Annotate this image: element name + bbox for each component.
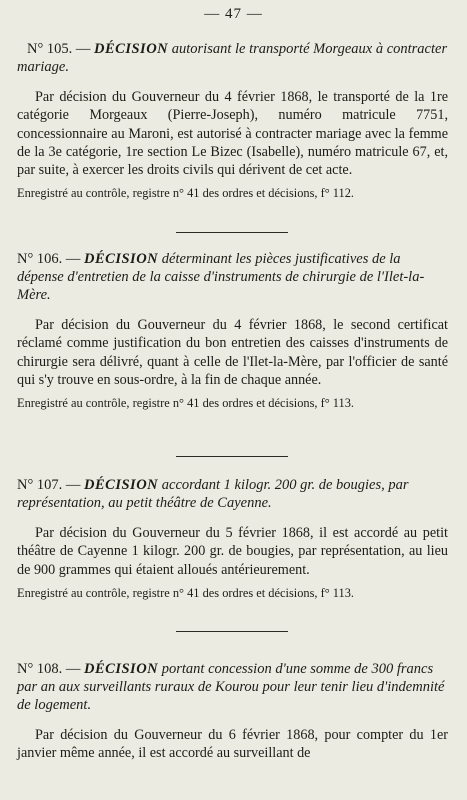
entry-keyword: DÉCISION: [84, 477, 159, 493]
entry-keyword: DÉCISION: [84, 661, 159, 677]
decision-entry-107: [17, 476, 448, 601]
entry-number: N° 107.: [17, 477, 63, 493]
entry-subject: accordant 1 kilogr. 200 gr. de bougies, par représentation, au petit théâtre de Cayenne.: [17, 477, 409, 511]
entry-dash: —: [65, 661, 81, 677]
entry-number: N° 105.: [27, 41, 73, 57]
entry-heading: [17, 660, 448, 714]
entry-register-note: Enregistré au contrôle, registre n° 41 des ordres et décisions, f° 113.: [17, 396, 355, 411]
section-divider: [176, 631, 288, 632]
entry-number: N° 106.: [17, 251, 63, 267]
section-divider: [176, 232, 288, 233]
entry-dash: —: [65, 251, 81, 267]
entry-body: Par décision du Gouverneur du 6 février 1868, pour compter du 1er janvier même année, il est accordé au surveillant de: [17, 727, 448, 762]
decision-entry-106: [17, 250, 448, 411]
entry-body: Par décision du Gouverneur du 5 février 1868, il est accordé au petit théâtre de Cayenne 1 kilogr. 200 gr. de bougies, par représentation, au lieu de 900 grammes qui étaient alloués antérieurement.: [17, 525, 448, 578]
decision-entry-108: [17, 660, 448, 763]
entry-subject: autorisant le transporté Morgeaux à contracter mariage.: [17, 41, 448, 75]
entry-body: Par décision du Gouverneur du 4 février 1868, le second certificat réclamé comme justification du bon entretien des caisses d'instruments de chirurgie sera délivré, quant à celle de l'Ilet-la-Mère, par l'officier de santé qui s'y trouve en sous-ordre, à la fin de chaque année.: [17, 317, 448, 388]
entry-register-note: Enregistré au contrôle, registre n° 41 des ordres et décisions, f° 112.: [17, 186, 355, 201]
entry-heading: [17, 476, 448, 512]
entry-body: Par décision du Gouverneur du 4 février 1868, le transporté de la 1re catégorie Morgeaux (Pierre-Joseph), numéro matricule 7751, concessionnaire au Maroni, est autorisé à contracter mariage avec la femme de la 3e catégorie, 1re section Le Bizec (Isabelle), numéro matricule 67, et, par suite, à exercer les droits civils qui dérivent de cet acte.: [17, 89, 448, 179]
entry-heading: [17, 40, 448, 76]
entry-number: N° 108.: [17, 661, 63, 677]
section-divider: [176, 456, 288, 457]
entry-keyword: DÉCISION: [84, 251, 159, 267]
entry-dash: —: [75, 41, 91, 57]
page-number: — 47 —: [204, 6, 263, 22]
entry-subject: portant concession d'une somme de 300 francs par an aux surveillants ruraux de Kourou pour leur tenir lieu d'indemnité de logement.: [17, 661, 445, 713]
entry-dash: —: [65, 477, 81, 493]
entry-subject: déterminant les pièces justificatives de la dépense d'entretien de la caisse d'instruments de chirurgie de l'Ilet-la-Mère.: [17, 251, 425, 303]
entry-register-note: Enregistré au contrôle, registre n° 41 des ordres et décisions, f° 113.: [17, 585, 355, 600]
decision-entry-105: [17, 40, 448, 201]
entry-keyword: DÉCISION: [94, 41, 169, 57]
entry-heading: [17, 250, 448, 304]
